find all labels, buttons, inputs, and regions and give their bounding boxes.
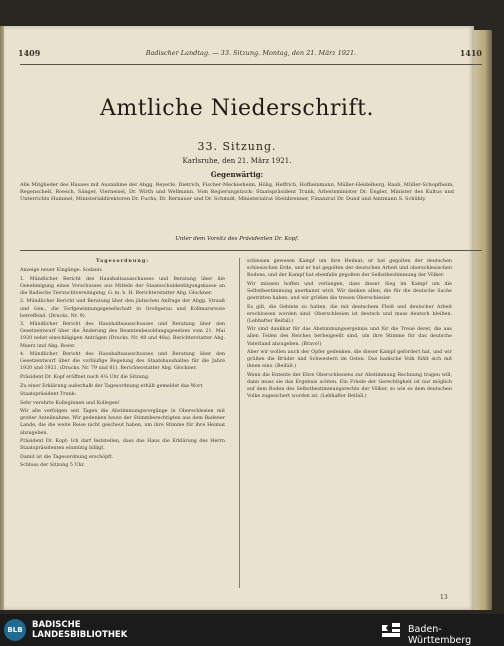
session-heading: 33. Sitzung. xyxy=(197,140,277,153)
paragraph: schlesien gewesen Kampf um ihre Heimat; er hat gegolten der deutschen schlesischen Erde, und er hat gegolten der deutschen Arbeit und oberschlesischen Bodens, und der Kampf hat ebenfalls gegolten der Selbstbestimmung der Völker. xyxy=(247,259,452,279)
paragraph: Es gilt, die Gebiete zu halten, die mit deutschem Fleiß und deutscher Arbeit erschlossen worden sind. Oberschlesien ist deutsch und muss deutsch bleiben. (Lebhafter Beifall.) xyxy=(247,304,452,324)
blb-logo-icon[interactable]: BLB xyxy=(4,619,26,641)
present-heading: Gegenwärtig: xyxy=(210,170,264,179)
paragraph: Wenn die Entente der Ehre Oberschlesiens zur Abstimmung Rechnung tragen will, dann muss sie das Ergebnis achten. Ein Friede der Gerechtigkeit ist nur möglich auf dem Boden des Selbstbestimmungsrechts der Völker, so wie es dem deutschen Volke zugesichert worden ist. (Lebhafter Beifall.) xyxy=(247,372,452,400)
page-footer-number: 13 xyxy=(440,594,448,601)
paragraph: Aber wir wollen auch der Opfer gedenken, die dieser Kampf gefordert hat, und wir grüßen die Brüder und Schwestern im Osten. Das badische Volk fühlt sich mit ihnen eins. (Beifall.) xyxy=(247,350,452,370)
chair-line: Unter dem Vorsitz des Präsidenten Dr. Kopf. xyxy=(175,236,299,242)
document-title: Amtliche Niederschrift. xyxy=(100,96,374,121)
speaker-line: Staatspräsident Trunk: xyxy=(20,392,77,398)
paragraph: Präsident Dr. Kopf eröffnet nach 4¼ Uhr die Sitzung. xyxy=(20,374,150,380)
page-edge xyxy=(474,30,492,610)
paragraph: Anzeige neuer Eingänge. Sodann: xyxy=(20,268,103,274)
paragraph: Wir sind dankbar für das Abstimmungsergebnis und für die Treue derer, die aus allen Teilen des Reiches herbeigeeilt sind, um ihre Stimme für das deutsche Vaterland abzugeben. (Bravo!) xyxy=(247,327,452,347)
page-number-left: 1409 xyxy=(18,48,41,58)
paragraph: Wir müssen hoffen und verlangen, dass dieser Sieg im Kampf um die Selbstbestimmung anerkannt wird. Wir danken allen, die für die deutsche Sache gestritten haben, und wir grüßen die treuen Oberschlesier. xyxy=(247,281,452,301)
page-number-right: 1410 xyxy=(459,48,482,58)
paragraph: Schluss der Sitzung 5 Uhr. xyxy=(20,463,85,469)
state-coat-of-arms-icon xyxy=(379,620,403,640)
running-header xyxy=(12,48,490,62)
paragraph: Zu einer Erklärung außerhalb der Tagesordnung erhält gemeldet das Wort xyxy=(20,383,203,389)
paragraph: Wir alle verfolgen seit Tagen die Abstimmungsvorgänge in Oberschlesien mit großer Anteilnahme. Wir gedenken heute der Stimmberechtigten aus dem Badener Lande, die die weite Reise nicht gescheut haben, um ihre Stimme für ihre Heimat abzugeben. xyxy=(20,409,225,436)
paragraph: Präsident Dr. Kopf: Ich darf feststellen, dass das Haus die Erklärung des Herrn Staatspräsidenten einmütig billigt. xyxy=(20,439,225,452)
paragraph: Damit ist die Tagesordnung erschöpft. xyxy=(20,454,114,460)
header-rule xyxy=(20,64,482,65)
paragraph: 4. Mündlicher Bericht des Haushaltsausschusses und Beratung über den Gesetzentwurf über die vorläufige Regelung des Staatshaushaltes für die Jahre 1920 und 1921. (Drucks. Nr. 79 und 81). Berichterstatter Abg. Glockner. xyxy=(20,352,225,372)
paragraph: 2. Mündlicher Bericht und Beratung über den jüdischen Anfrage der Abgg. Strauß und Gen., die Torfgewinnungsgesellschaft in Großgerau und Kollmarsreute betreffend. (Drucks. Nr. 9). xyxy=(20,299,225,319)
column-divider xyxy=(239,258,240,588)
left-column xyxy=(20,258,225,471)
paragraph: 1. Mündlicher Bericht des Haushaltsausschusses und Beratung über die Genehmigung eines Vorschusses aus Mitteln der Staatsschuldentilgungskasse an die Badische Tierzuchtvereinigung, G. m. b. H. Berichterstatter Abg. Glockner. xyxy=(20,276,225,296)
agenda-heading: Tagesordnung: xyxy=(96,258,149,264)
library-name[interactable] xyxy=(32,620,127,640)
paragraph: 3. Mündlicher Bericht des Haushaltsausschusses und Beratung über den Gesetzentwurf über die Änderung des Beamtenbesoldungsgesetzes vom 21. Mai 1920 nebst einschlägigen Anträgen (Drucks. Nr. 48 und 48a). Berichterstatter Abg. Maerz und Abg. Roser. xyxy=(20,322,225,349)
section-rule xyxy=(20,250,482,251)
attendance-text: Alle Mitglieder des Hauses mit Ausnahme der Abgg. Beyerle, Dietrich, Fischer-Meckesheim, Hölig, Heffrich, Hofheinmann, Müller-Heidelberg, Raab, Müller-Schopfheim, Regenscheit, Roesch, Sänger, Vierneisel, Dr. Wirth und Wellmann. Vom Regierungstisch: Staatspräsident Trunk, Arbeitsminister Dr. Engler, Minister des Kultus und Unterrichts Hummel, Ministerialdirektoren Dr. Fuchs, Dr. Bernauer und Dr. Schmidt, Ministerialrat Steinbrenner, Finanzrat Dr. Dund und Amtmann S. Schühly. xyxy=(20,182,454,203)
right-column xyxy=(247,258,452,402)
viewer-footer xyxy=(0,614,504,646)
library-name-line2: LANDESBIBLIOTHEK xyxy=(32,630,128,640)
state-name[interactable]: Baden-Württemberg xyxy=(408,624,472,646)
running-title: Badischer Landtag. — 33. Sitzung. Montag, den 21. März 1921. xyxy=(145,49,357,57)
library-name-line1: BADISCHE xyxy=(32,620,81,630)
date-line: Karlsruhe, den 21. März 1921. xyxy=(182,157,292,165)
paragraph: Sehr verehrte Kolleginnen und Kollegen! xyxy=(20,400,120,406)
